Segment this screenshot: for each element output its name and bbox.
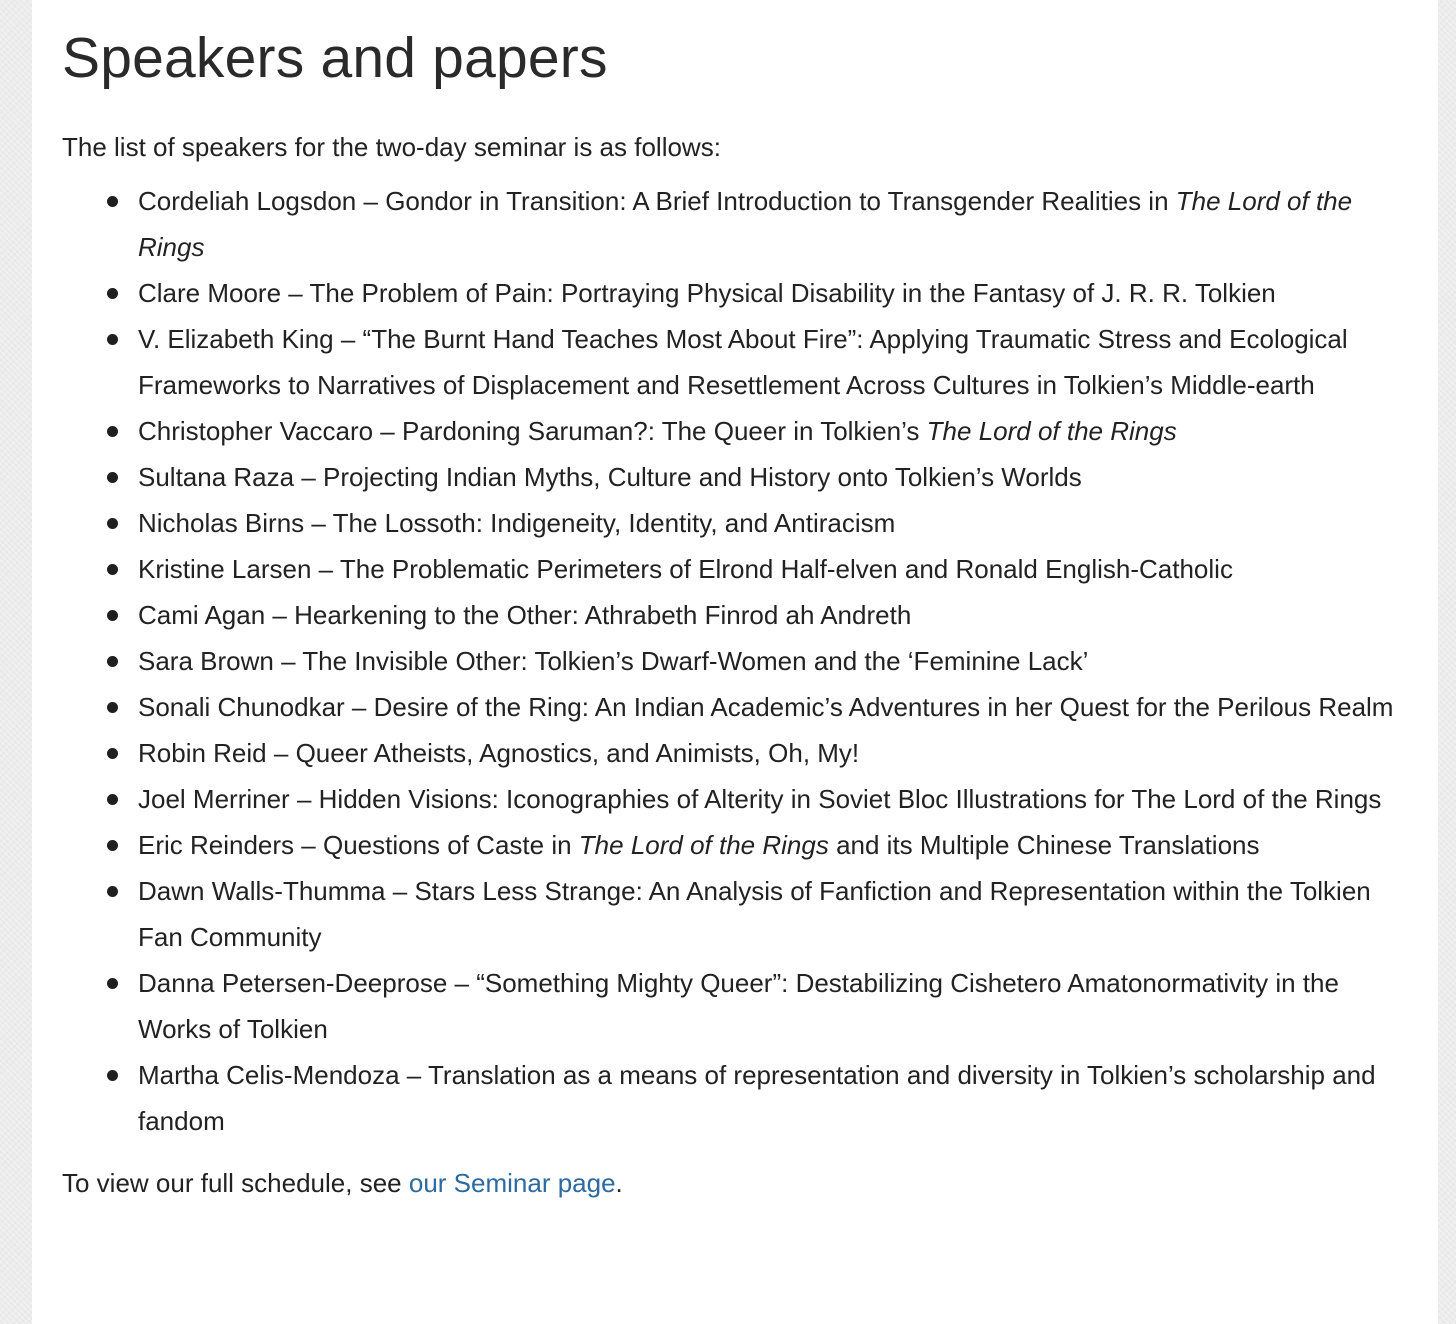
bullet-icon (107, 748, 118, 759)
page-title: Speakers and papers (62, 26, 608, 90)
footer-prefix: To view our full schedule, see (62, 1168, 409, 1198)
list-item (62, 1052, 1402, 1144)
paper-title-rest: and its Multiple Chinese Translations (828, 830, 1260, 860)
bullet-icon (107, 288, 118, 299)
bullet-icon (107, 978, 118, 989)
speaker-name: Martha Celis-Mendoza (138, 1060, 400, 1090)
list-item (62, 868, 1402, 960)
bullet-icon (107, 886, 118, 897)
bullet-icon (107, 518, 118, 529)
speaker-name: Clare Moore (138, 278, 282, 308)
speaker-name: Sara Brown (138, 646, 274, 676)
bullet-icon (107, 610, 118, 621)
speaker-name: Cordeliah Logsdon (138, 186, 357, 216)
footer-suffix: . (615, 1168, 623, 1198)
paper-title: Hearkening to the Other: Athrabeth Finrod ah Andreth (294, 600, 912, 630)
bullet-icon (107, 196, 118, 207)
list-item (62, 684, 1402, 730)
dash-separator: – (333, 324, 363, 354)
list-item (62, 638, 1402, 684)
dash-separator: – (266, 738, 296, 768)
paper-title: Translation as a means of representation and diversity in Tolkien’s scholarship and fandom (138, 1060, 1376, 1136)
speaker-name: Dawn Walls-Thumma (138, 876, 386, 906)
paper-title: The Problematic Perimeters of Elrond Half-elven and Ronald English-Catholic (339, 554, 1233, 584)
dash-separator: – (273, 646, 303, 676)
paper-title: “The Burnt Hand Teaches Most About Fire”: Applying Traumatic Stress and Ecological Frameworks to Narratives of Displacement and Resettlement Across Cultures in Tolkien’s Middle-earth (138, 324, 1348, 400)
bullet-icon (107, 656, 118, 667)
dash-separator: – (265, 600, 295, 630)
paper-title: The Invisible Other: Tolkien’s Dwarf-Women and the ‘Feminine Lack’ (302, 646, 1089, 676)
list-item (62, 822, 1402, 868)
footer-paragraph (62, 1168, 1438, 1198)
list-item (62, 316, 1402, 408)
paper-title: The Problem of Pain: Portraying Physical Disability in the Fantasy of J. R. R. Tolkien (309, 278, 1276, 308)
paper-title: Hidden Visions: Iconographies of Alterity in Soviet Bloc Illustrations for The Lord of the Rings (318, 784, 1382, 814)
list-item (62, 546, 1402, 592)
list-item (62, 408, 1402, 454)
list-item (62, 500, 1402, 546)
speaker-name: Christopher Vaccaro (138, 416, 374, 446)
speaker-name: Kristine Larsen (138, 554, 312, 584)
speaker-name: Danna Petersen-Deeprose (138, 968, 448, 998)
dash-separator: – (344, 692, 374, 722)
seminar-page-link[interactable]: our Seminar page (408, 1168, 616, 1198)
list-item (62, 270, 1402, 316)
speaker-name: Nicholas Birns (138, 508, 305, 538)
list-item (62, 730, 1402, 776)
paper-title: Questions of Caste in (322, 830, 579, 860)
intro-paragraph: The list of speakers for the two-day seminar is as follows: (62, 132, 721, 162)
bullet-icon (107, 564, 118, 575)
bullet-icon (107, 1070, 118, 1081)
speaker-name: Sonali Chunodkar (138, 692, 345, 722)
paper-title: “Something Mighty Queer”: Destabilizing Cishetero Amatonormativity in the Works of Tolkien (138, 968, 1339, 1044)
list-item (62, 454, 1402, 500)
list-item (62, 776, 1402, 822)
dash-separator: – (399, 1060, 428, 1090)
paper-title: Queer Atheists, Agnostics, and Animists, Oh, My! (295, 738, 860, 768)
bullet-icon (107, 794, 118, 805)
dash-separator: – (373, 416, 402, 446)
speaker-name: Robin Reid (138, 738, 267, 768)
paper-title: Stars Less Strange: An Analysis of Fanfiction and Representation within the Tolkien Fan Community (138, 876, 1371, 952)
bullet-icon (107, 840, 118, 851)
list-item (62, 178, 1402, 270)
bullet-icon (107, 702, 118, 713)
paper-title: The Lossoth: Indigeneity, Identity, and Antiracism (332, 508, 896, 538)
content-panel (32, 0, 1438, 1324)
dash-separator: – (356, 186, 386, 216)
dash-separator: – (294, 462, 324, 492)
list-item (62, 960, 1402, 1052)
speaker-name: Sultana Raza (138, 462, 295, 492)
paper-title: Pardoning Saruman?: The Queer in Tolkien’s (402, 416, 927, 446)
speaker-name: Joel Merriner (138, 784, 290, 814)
speaker-name: Eric Reinders (138, 830, 295, 860)
bullet-icon (107, 472, 118, 483)
dash-separator: – (294, 830, 323, 860)
dash-separator: – (281, 278, 310, 308)
bullet-icon (107, 426, 118, 437)
paper-title-italic: The Lord of the Rings (578, 830, 829, 860)
dash-separator: – (447, 968, 477, 998)
speaker-name: Cami Agan (138, 600, 266, 630)
paper-title: Gondor in Transition: A Brief Introduction to Transgender Realities in (385, 186, 1176, 216)
speaker-name: V. Elizabeth King (138, 324, 334, 354)
dash-separator: – (385, 876, 415, 906)
dash-separator: – (311, 554, 340, 584)
dash-separator: – (289, 784, 319, 814)
paper-title: Desire of the Ring: An Indian Academic’s Adventures in her Quest for the Perilous Realm (373, 692, 1394, 722)
paper-title: Projecting Indian Myths, Culture and History onto Tolkien’s Worlds (323, 462, 1082, 492)
bullet-icon (107, 334, 118, 345)
dash-separator: – (304, 508, 333, 538)
list-item (62, 592, 1402, 638)
paper-title-italic: The Lord of the Rings (926, 416, 1177, 446)
speaker-list (62, 178, 1402, 1144)
paper-title-italic: The Lord of the Rings (138, 186, 1353, 262)
